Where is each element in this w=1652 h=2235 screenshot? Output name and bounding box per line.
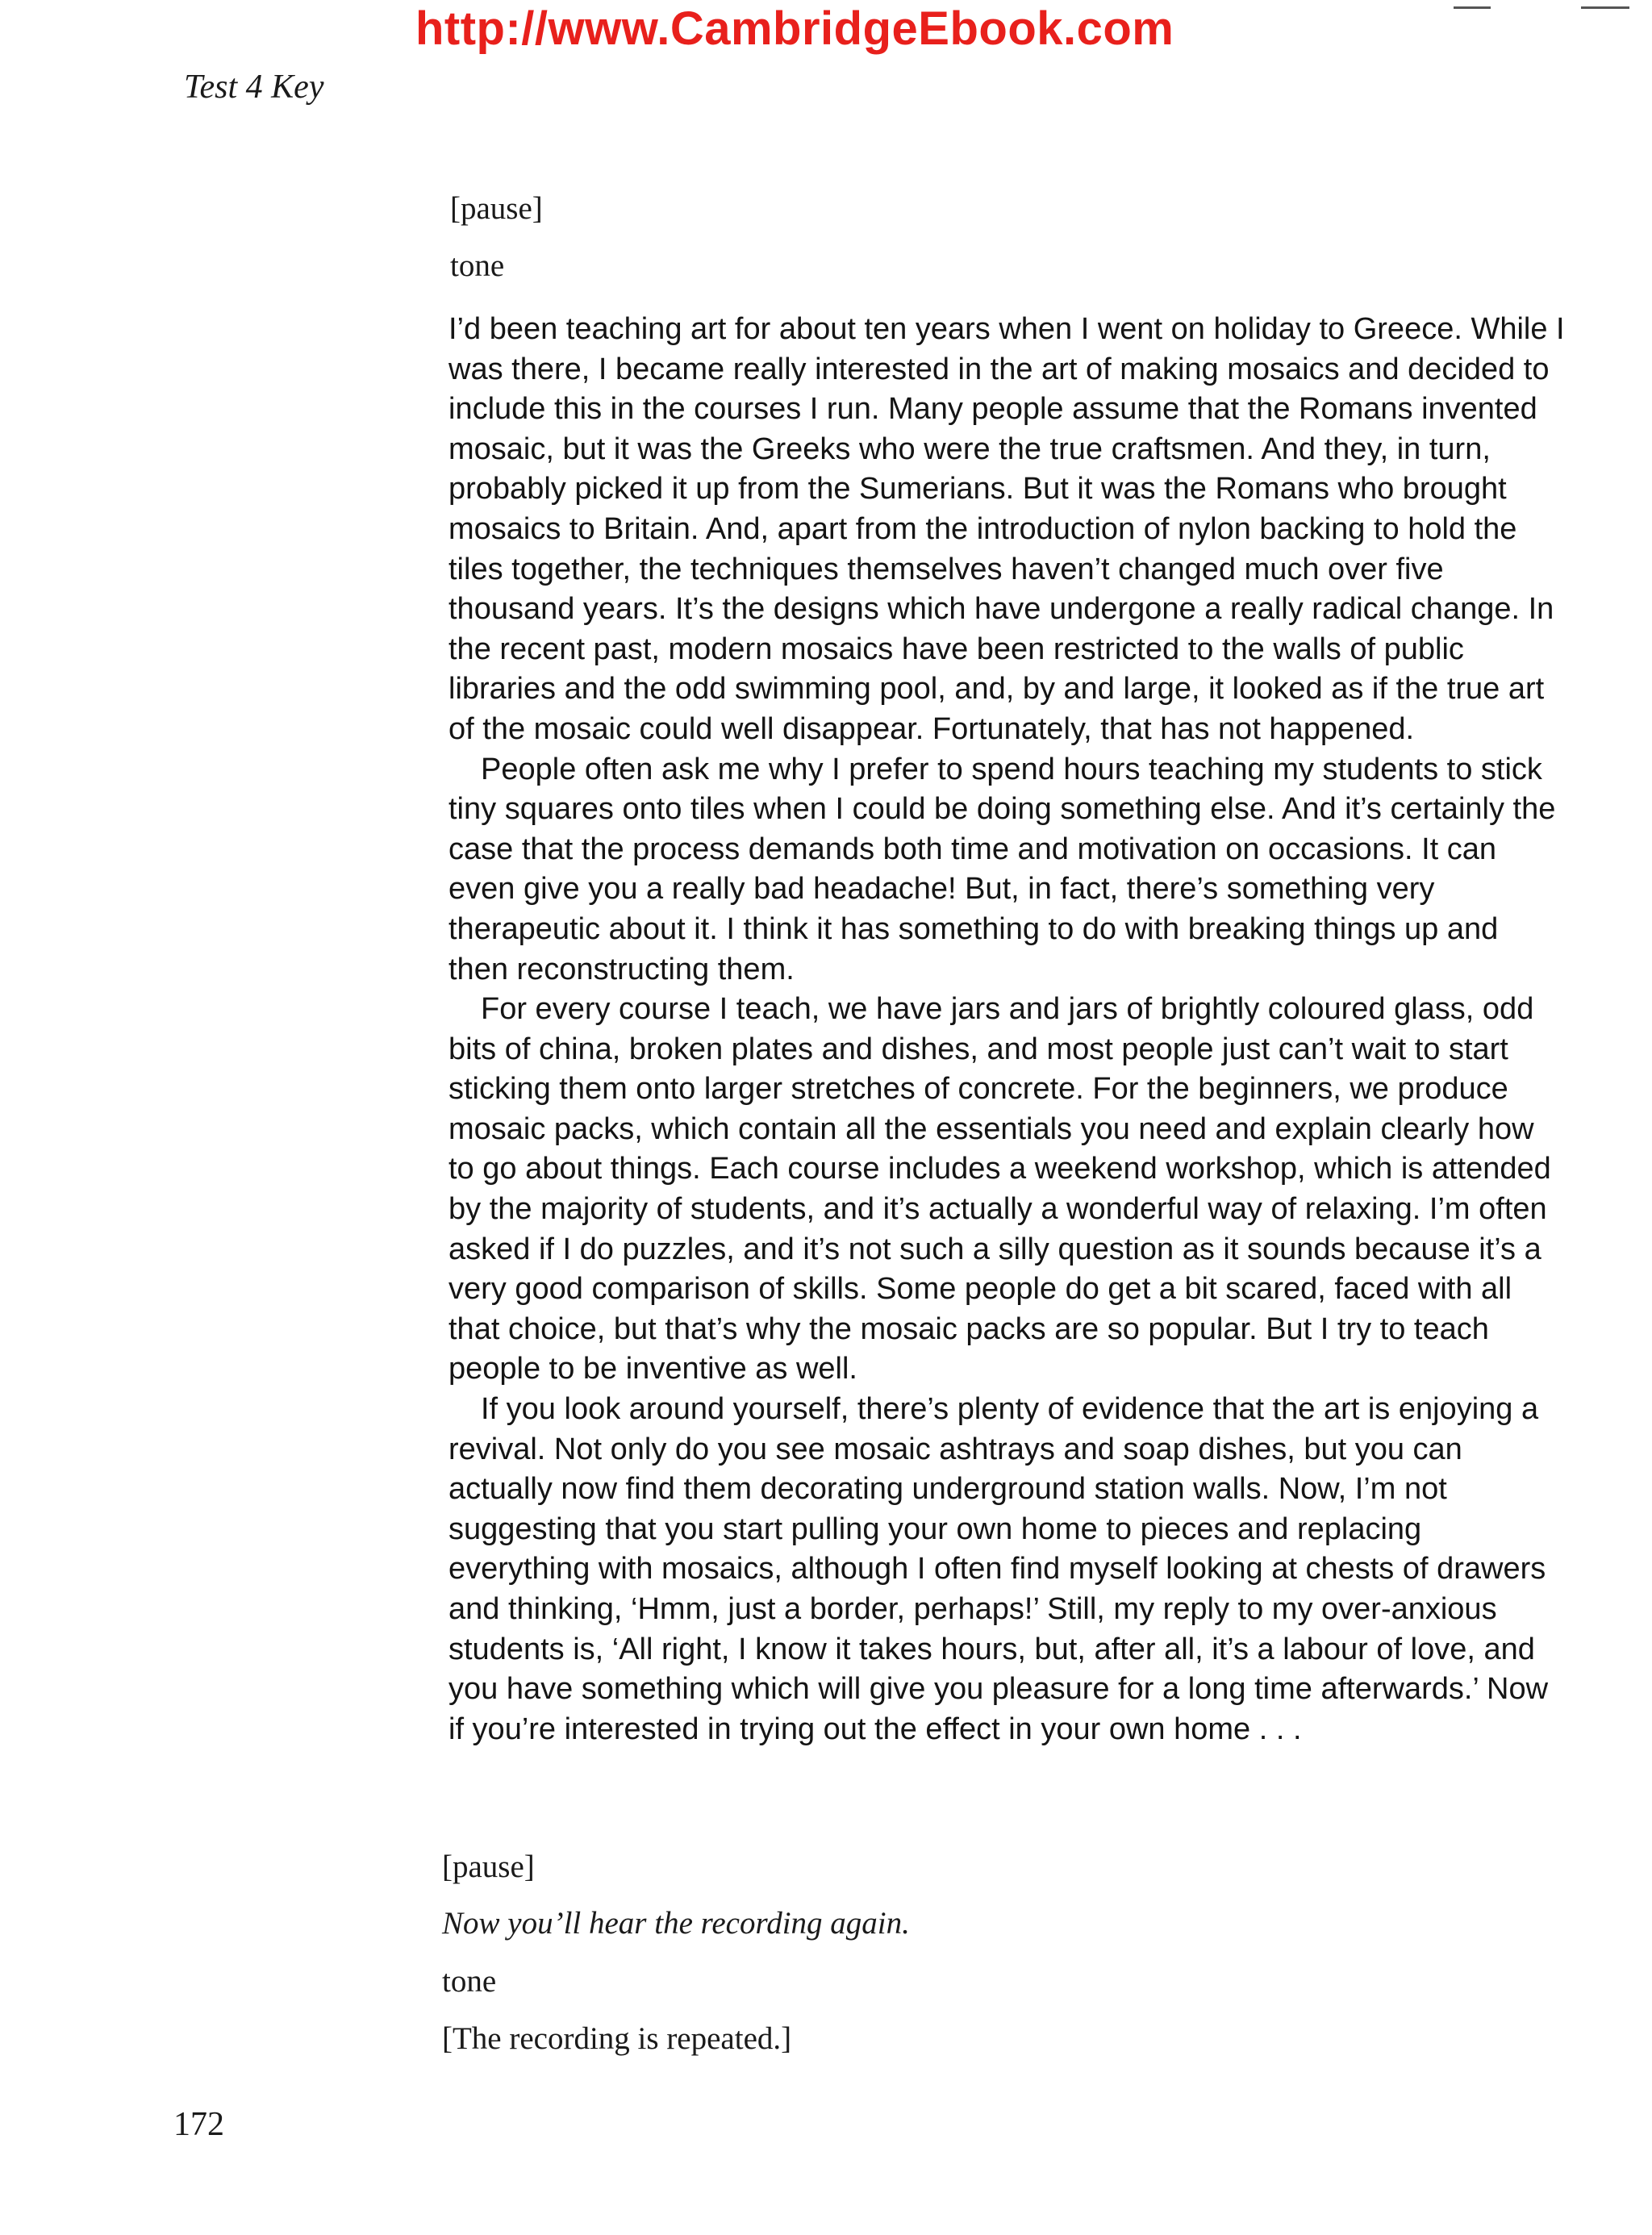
cue-repeat: [The recording is repeated.]: [442, 2021, 792, 2056]
cue-pause: [pause]: [450, 191, 543, 226]
scan-edge-mark: [1454, 6, 1491, 9]
running-head: Test 4 Key: [184, 69, 324, 106]
transcript-paragraph: People often ask me why I prefer to spend hours teaching my students to stick tiny squares onto tiles when I could be doing something else. And it’s certainly the case that the process demands both time and motivation on occasions. It can even give you a really bad headache! But, in fact, there’s something very therapeutic about it. I think it has something to do with breaking things up and then reconstructing them.: [448, 752, 1556, 986]
scan-edge-mark: [1581, 6, 1629, 9]
transcript: [448, 310, 1565, 1749]
page-number: 172: [173, 2106, 224, 2143]
transcript-paragraph: If you look around yourself, there’s plenty of evidence that the art is enjoying a revival. Not only do you see mosaic ashtrays and soap dishes, but you can actually now find them decorating underground station walls. Now, I’m not suggesting that you start pulling your own home to pieces and replacing everything with mosaics, although I often find myself looking at chests of drawers and thinking, ‘Hmm, just a border, perhaps!’ Still, my reply to my over-anxious students is, ‘All right, I know it takes hours, but, after all, it’s a labour of love, and you have something which will give you pleasure for a long time afterwards.’ Now if you’re interested in trying out the effect in your own home . . .: [448, 1392, 1549, 1746]
transcript-paragraph: I’d been teaching art for about ten years when I went on holiday to Greece. While I was there, I became really interested in the art of making mosaics and decided to include this in the courses I run. Many people assume that the Romans invented mosaic, but it was the Greeks who were the true craftsmen. And they, in turn, probably picked it up from the Sumerians. But it was the Romans who brought mosaics to Britain. And, apart from the introduction of nylon backing to hold the tiles together, the techniques themselves haven’t changed much over five thousand years. It’s the designs which have undergone a really radical change. In the recent past, modern mosaics have been restricted to the walls of public libraries and the odd swimming pool, and, by and large, it looked as if the true art of the mosaic could well disappear. Fortunately, that has not happened.: [448, 312, 1565, 746]
cue-pause: [pause]: [442, 1849, 535, 1884]
transcript-paragraph: For every course I teach, we have jars and jars of brightly coloured glass, odd bits of china, broken plates and dishes, and most people just can’t wait to start sticking them onto larger stretches of concrete. For the beginners, we produce mosaic packs, which contain all the essentials you need and explain clearly how to go about things. Each course includes a weekend workshop, which is attended by the majority of students, and it’s actually a wonderful way of relaxing. I’m often asked if I do puzzles, and it’s not such a silly question as it sounds because it’s a very good comparison of skills. Some people do get a bit scared, faced with all that choice, but that’s why the mosaic packs are so popular. But I try to teach people to be inventive as well.: [448, 992, 1551, 1386]
watermark-url: http://www.CambridgeEbook.com: [415, 2, 1174, 55]
cue-instruction: Now you’ll hear the recording again.: [442, 1906, 910, 1941]
cue-tone: tone: [450, 248, 505, 283]
cue-tone: tone: [442, 1964, 497, 1999]
